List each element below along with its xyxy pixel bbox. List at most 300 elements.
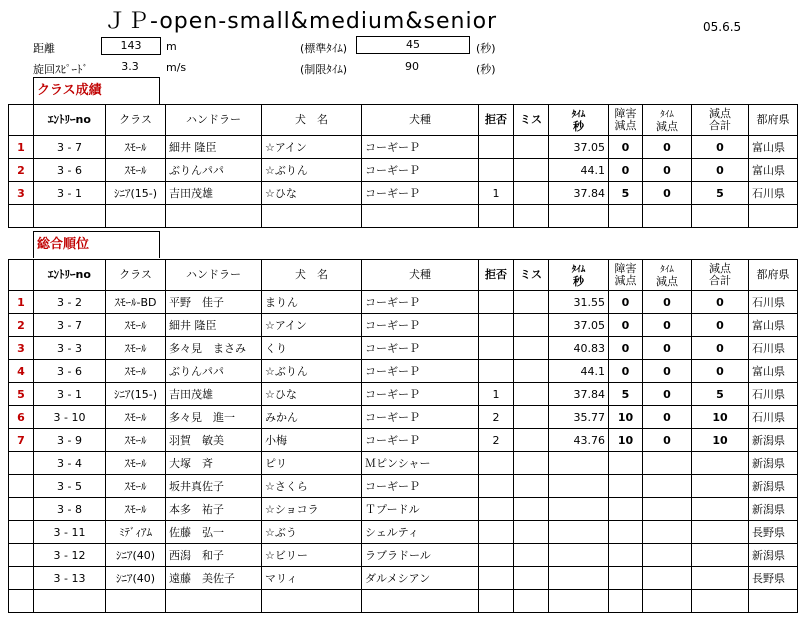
total-header (692, 105, 749, 136)
entry-cell: 3 - 13 (34, 567, 106, 590)
miss-cell (514, 205, 549, 228)
entry-cell: 3 - 5 (34, 475, 106, 498)
class-cell: ｼﾆｱ(15-) (106, 182, 166, 205)
class-cell (106, 590, 166, 613)
total-cell (692, 452, 749, 475)
speed-value: 3.3 (121, 60, 139, 73)
time-cell: 37.05 (549, 314, 609, 337)
obstacle-cell: 10 (609, 429, 643, 452)
total-cell (692, 475, 749, 498)
refusal-cell (479, 360, 514, 383)
refusal-cell (479, 159, 514, 182)
timepen-header-bottom: 減点 (656, 119, 678, 133)
obstacle-cell: 10 (609, 406, 643, 429)
obstacle-cell (609, 567, 643, 590)
table-row (9, 567, 798, 590)
time-cell: 37.84 (549, 182, 609, 205)
rank-cell: 4 (9, 360, 34, 383)
class-cell: ｽﾓｰﾙ (106, 337, 166, 360)
refusal-cell: 1 (479, 383, 514, 406)
obstacle-cell: 0 (609, 337, 643, 360)
breed-cell: コーギーＰ (362, 182, 479, 205)
timepen-header-top: ﾀｲﾑ (660, 109, 674, 120)
refusal-cell: 2 (479, 429, 514, 452)
obstacle-cell: 5 (609, 383, 643, 406)
timepen-header (643, 105, 692, 136)
max-time-value: 90 (405, 60, 419, 73)
speed-label: 旋回ｽﾋﾟｰﾄﾞ (33, 63, 88, 76)
entry-cell (34, 590, 106, 613)
class-cell: ｽﾓｰﾙ (106, 475, 166, 498)
miss-cell (514, 498, 549, 521)
obstacle-cell (609, 205, 643, 228)
class-results-table (8, 104, 798, 228)
time-header (549, 260, 609, 291)
dog-cell: まりん (262, 291, 362, 314)
obstacle-cell (609, 475, 643, 498)
miss-cell (514, 291, 549, 314)
pref-cell: 長野県 (749, 521, 798, 544)
dog-cell: ピリ (262, 452, 362, 475)
total-header-top: 減点 (709, 262, 731, 275)
rank-cell (9, 567, 34, 590)
miss-cell (514, 159, 549, 182)
pref-cell: 石川県 (749, 182, 798, 205)
table-row (9, 475, 798, 498)
handler-cell: 吉田茂雄 (166, 182, 262, 205)
miss-header: ミス (514, 105, 549, 136)
total-cell (692, 590, 749, 613)
total-cell (692, 205, 749, 228)
refusal-cell (479, 291, 514, 314)
pref-cell (749, 205, 798, 228)
total-header-top: 減点 (709, 107, 731, 120)
class-cell: ｼﾆｱ(40) (106, 544, 166, 567)
class-cell: ﾐﾃﾞｨｱﾑ (106, 521, 166, 544)
refusal-cell (479, 452, 514, 475)
refusal-cell: 1 (479, 182, 514, 205)
handler-cell: 坂井真佐子 (166, 475, 262, 498)
obstacle-cell: 0 (609, 291, 643, 314)
rank-cell: 3 (9, 337, 34, 360)
class-cell: ｽﾓｰﾙ (106, 429, 166, 452)
refusal-cell (479, 544, 514, 567)
rank-cell: 2 (9, 159, 34, 182)
table-row (9, 544, 798, 567)
obstacle-header (609, 260, 643, 291)
dog-cell: ☆さくら (262, 475, 362, 498)
pref-header: 都府県 (749, 105, 798, 136)
timepen-header-bottom: 減点 (656, 274, 678, 288)
dog-cell: ☆ぶう (262, 521, 362, 544)
table-row (9, 360, 798, 383)
total-cell: 5 (692, 383, 749, 406)
total-cell (692, 521, 749, 544)
miss-cell (514, 567, 549, 590)
dog-cell: くり (262, 337, 362, 360)
breed-cell: Ｔプードル (362, 498, 479, 521)
time-cell: 44.1 (549, 159, 609, 182)
class-cell: ｼﾆｱ(40) (106, 567, 166, 590)
refusal-cell (479, 205, 514, 228)
class-cell: ｽﾓｰﾙ (106, 136, 166, 159)
std-time-label: (標準ﾀｲﾑ) (300, 42, 348, 55)
timepen-cell (643, 475, 692, 498)
entry-cell: 3 - 7 (34, 136, 106, 159)
distance-label: 距離 (33, 42, 55, 55)
rank-header (9, 260, 34, 291)
timepen-cell: 0 (643, 429, 692, 452)
class-cell: ｽﾓｰﾙ (106, 498, 166, 521)
rank-cell (9, 590, 34, 613)
breed-cell (362, 590, 479, 613)
rank-cell: 1 (9, 291, 34, 314)
empty-row (9, 205, 798, 228)
rank-cell (9, 544, 34, 567)
time-cell: 31.55 (549, 291, 609, 314)
obstacle-cell (609, 521, 643, 544)
dog-cell: ☆ひな (262, 182, 362, 205)
dog-cell: ☆アイン (262, 314, 362, 337)
dog-cell: ☆ぶりん (262, 159, 362, 182)
total-cell: 5 (692, 182, 749, 205)
table-row (9, 182, 798, 205)
pref-cell (749, 590, 798, 613)
rank-cell: 7 (9, 429, 34, 452)
obstacle-header-top: 障害 (614, 262, 637, 275)
total-cell: 10 (692, 406, 749, 429)
handler-cell: 多々見 進一 (166, 406, 262, 429)
refusal-cell (479, 567, 514, 590)
total-cell (692, 498, 749, 521)
breed-cell: コーギーＰ (362, 291, 479, 314)
timepen-cell: 0 (643, 383, 692, 406)
table-row (9, 521, 798, 544)
pref-cell: 石川県 (749, 337, 798, 360)
miss-cell (514, 544, 549, 567)
obstacle-header-bottom: 減点 (614, 119, 637, 132)
class-cell: ｽﾓｰﾙ-BD (106, 291, 166, 314)
breed-header: 犬種 (362, 260, 479, 291)
table-row (9, 337, 798, 360)
time-header-bottom: 秒 (573, 274, 584, 288)
dog-cell (262, 205, 362, 228)
table-row (9, 498, 798, 521)
rank-cell: 2 (9, 314, 34, 337)
entry-cell: 3 - 8 (34, 498, 106, 521)
dog-cell: みかん (262, 406, 362, 429)
refusal-cell (479, 521, 514, 544)
obstacle-cell: 5 (609, 182, 643, 205)
obstacle-cell: 0 (609, 360, 643, 383)
total-header-bottom: 合計 (709, 274, 731, 287)
breed-header: 犬種 (362, 105, 479, 136)
dog-cell: ☆ひな (262, 383, 362, 406)
breed-cell: コーギーＰ (362, 314, 479, 337)
handler-cell (166, 205, 262, 228)
time-header-top: ﾀｲﾑ (571, 264, 586, 275)
dog-header: 犬 名 (262, 260, 362, 291)
overall-ranking-table (8, 259, 798, 613)
entry-cell: 3 - 1 (34, 182, 106, 205)
dog-cell: ☆アイン (262, 136, 362, 159)
entry-cell: 3 - 9 (34, 429, 106, 452)
breed-cell: コーギーＰ (362, 429, 479, 452)
handler-cell: 平野 佳子 (166, 291, 262, 314)
entry-cell: 3 - 12 (34, 544, 106, 567)
class-cell: ｽﾓｰﾙ (106, 159, 166, 182)
total-cell: 0 (692, 291, 749, 314)
obstacle-cell: 0 (609, 314, 643, 337)
time-cell: 43.76 (549, 429, 609, 452)
rank-header (9, 105, 34, 136)
timepen-cell: 0 (643, 159, 692, 182)
obstacle-cell (609, 452, 643, 475)
table-row (9, 383, 798, 406)
time-cell (549, 452, 609, 475)
refusal-cell (479, 136, 514, 159)
timepen-header-top: ﾀｲﾑ (660, 264, 674, 275)
miss-cell (514, 337, 549, 360)
handler-cell: ぶりんパパ (166, 159, 262, 182)
total-cell: 10 (692, 429, 749, 452)
miss-cell (514, 590, 549, 613)
total-cell: 0 (692, 159, 749, 182)
pref-cell: 新潟県 (749, 452, 798, 475)
refusal-cell (479, 498, 514, 521)
pref-cell: 富山県 (749, 360, 798, 383)
table-row (9, 452, 798, 475)
timepen-cell (643, 567, 692, 590)
time-cell (549, 521, 609, 544)
handler-cell: 遠藤 美佐子 (166, 567, 262, 590)
dog-cell: ☆ビリー (262, 544, 362, 567)
breed-cell: シェルティ (362, 521, 479, 544)
total-cell: 0 (692, 360, 749, 383)
time-cell (549, 590, 609, 613)
breed-cell: ダルメシアン (362, 567, 479, 590)
class-cell: ｼﾆｱ(15-) (106, 383, 166, 406)
dog-cell (262, 590, 362, 613)
rank-cell: 1 (9, 136, 34, 159)
miss-cell (514, 383, 549, 406)
entry-cell: 3 - 6 (34, 360, 106, 383)
time-cell (549, 205, 609, 228)
obstacle-header (609, 105, 643, 136)
distance-unit: m (166, 40, 177, 53)
class-cell: ｽﾓｰﾙ (106, 314, 166, 337)
rank-cell (9, 521, 34, 544)
pref-cell: 石川県 (749, 406, 798, 429)
handler-cell: 西潟 和子 (166, 544, 262, 567)
miss-cell (514, 429, 549, 452)
dog-cell: ☆ぶりん (262, 360, 362, 383)
pref-cell: 富山県 (749, 136, 798, 159)
rank-cell: 6 (9, 406, 34, 429)
handler-cell: 大塚 斉 (166, 452, 262, 475)
class-cell (106, 205, 166, 228)
miss-cell (514, 406, 549, 429)
class-cell: ｽﾓｰﾙ (106, 360, 166, 383)
table-header-row (9, 260, 798, 291)
total-header (692, 260, 749, 291)
class-cell: ｽﾓｰﾙ (106, 406, 166, 429)
entry-cell: 3 - 1 (34, 383, 106, 406)
section-overall-ranking-title: 総合順位 (33, 231, 160, 258)
miss-cell (514, 360, 549, 383)
entry-cell (34, 205, 106, 228)
pref-cell: 富山県 (749, 159, 798, 182)
date-label: 05.6.5 (703, 20, 742, 34)
timepen-cell: 0 (643, 360, 692, 383)
time-cell (549, 567, 609, 590)
handler-cell (166, 590, 262, 613)
dog-cell: マリィ (262, 567, 362, 590)
refusal-cell (479, 314, 514, 337)
entry-cell: 3 - 6 (34, 159, 106, 182)
handler-cell: 羽賀 敏美 (166, 429, 262, 452)
entry-header: ｴﾝﾄﾘｰno (34, 260, 106, 291)
timepen-cell (643, 590, 692, 613)
pref-cell: 石川県 (749, 291, 798, 314)
time-header-top: ﾀｲﾑ (571, 109, 586, 120)
entry-cell: 3 - 2 (34, 291, 106, 314)
obstacle-cell (609, 498, 643, 521)
obstacle-cell (609, 544, 643, 567)
refusal-cell (479, 337, 514, 360)
time-header (549, 105, 609, 136)
table-row (9, 159, 798, 182)
refusal-header: 拒否 (479, 105, 514, 136)
timepen-cell (643, 205, 692, 228)
pref-cell: 長野県 (749, 567, 798, 590)
miss-cell (514, 314, 549, 337)
pref-header: 都府県 (749, 260, 798, 291)
breed-cell: コーギーＰ (362, 475, 479, 498)
miss-cell (514, 452, 549, 475)
pref-cell: 新潟県 (749, 544, 798, 567)
timepen-cell: 0 (643, 136, 692, 159)
table-row (9, 291, 798, 314)
breed-cell: コーギーＰ (362, 136, 479, 159)
refusal-cell (479, 590, 514, 613)
pref-cell: 新潟県 (749, 475, 798, 498)
table-header-row (9, 105, 798, 136)
table-row (9, 429, 798, 452)
entry-cell: 3 - 7 (34, 314, 106, 337)
handler-cell: ぶりんパパ (166, 360, 262, 383)
entry-cell: 3 - 4 (34, 452, 106, 475)
max-time-label: (制限ﾀｲﾑ) (300, 63, 348, 76)
distance-value: 143 (101, 37, 161, 55)
entry-cell: 3 - 11 (34, 521, 106, 544)
time-cell (549, 475, 609, 498)
time-cell: 37.05 (549, 136, 609, 159)
miss-cell (514, 182, 549, 205)
miss-cell (514, 136, 549, 159)
total-cell (692, 567, 749, 590)
obstacle-cell: 0 (609, 136, 643, 159)
rank-cell (9, 205, 34, 228)
section-class-results-title: クラス成績 (33, 77, 160, 104)
timepen-cell (643, 521, 692, 544)
handler-cell: 本多 祐子 (166, 498, 262, 521)
rank-cell (9, 475, 34, 498)
max-time-unit: (秒) (476, 63, 496, 76)
breed-cell: ラブラドール (362, 544, 479, 567)
dog-cell: ☆ショコラ (262, 498, 362, 521)
handler-cell: 細井 隆臣 (166, 314, 262, 337)
total-cell: 0 (692, 314, 749, 337)
time-header-bottom: 秒 (573, 119, 584, 133)
timepen-cell (643, 544, 692, 567)
timepen-cell: 0 (643, 182, 692, 205)
refusal-cell (479, 475, 514, 498)
timepen-cell: 0 (643, 291, 692, 314)
breed-cell: コーギーＰ (362, 383, 479, 406)
rank-cell: 5 (9, 383, 34, 406)
speed-unit: m/s (166, 61, 187, 74)
class-header: クラス (106, 260, 166, 291)
obstacle-header-top: 障害 (614, 107, 637, 120)
total-header-bottom: 合計 (709, 119, 731, 132)
time-cell: 44.1 (549, 360, 609, 383)
entry-cell: 3 - 3 (34, 337, 106, 360)
table-row (9, 136, 798, 159)
obstacle-cell: 0 (609, 159, 643, 182)
breed-cell: コーギーＰ (362, 337, 479, 360)
handler-cell: 細井 隆臣 (166, 136, 262, 159)
entry-header: ｴﾝﾄﾘｰno (34, 105, 106, 136)
empty-row (9, 590, 798, 613)
time-cell: 35.77 (549, 406, 609, 429)
time-cell (549, 544, 609, 567)
handler-cell: 吉田茂雄 (166, 383, 262, 406)
std-time-unit: (秒) (476, 42, 496, 55)
breed-cell: コーギーＰ (362, 406, 479, 429)
timepen-cell (643, 498, 692, 521)
entry-cell: 3 - 10 (34, 406, 106, 429)
obstacle-header-bottom: 減点 (614, 274, 637, 287)
miss-header: ミス (514, 260, 549, 291)
page-title: ＪＰ-open-small&medium&senior (104, 9, 498, 34)
breed-cell: コーギーＰ (362, 159, 479, 182)
miss-cell (514, 521, 549, 544)
rank-cell (9, 498, 34, 521)
breed-cell: コーギーＰ (362, 360, 479, 383)
timepen-cell (643, 452, 692, 475)
table-row (9, 406, 798, 429)
total-cell: 0 (692, 337, 749, 360)
pref-cell: 石川県 (749, 383, 798, 406)
class-header: クラス (106, 105, 166, 136)
handler-cell: 多々見 まさみ (166, 337, 262, 360)
dog-header: 犬 名 (262, 105, 362, 136)
timepen-cell: 0 (643, 314, 692, 337)
pref-cell: 富山県 (749, 314, 798, 337)
time-cell: 40.83 (549, 337, 609, 360)
miss-cell (514, 475, 549, 498)
handler-header: ハンドラー (166, 105, 262, 136)
handler-header: ハンドラー (166, 260, 262, 291)
timepen-cell: 0 (643, 337, 692, 360)
total-cell: 0 (692, 136, 749, 159)
timepen-cell: 0 (643, 406, 692, 429)
std-time-value: 45 (356, 36, 470, 54)
time-cell (549, 498, 609, 521)
table-row (9, 314, 798, 337)
time-cell: 37.84 (549, 383, 609, 406)
